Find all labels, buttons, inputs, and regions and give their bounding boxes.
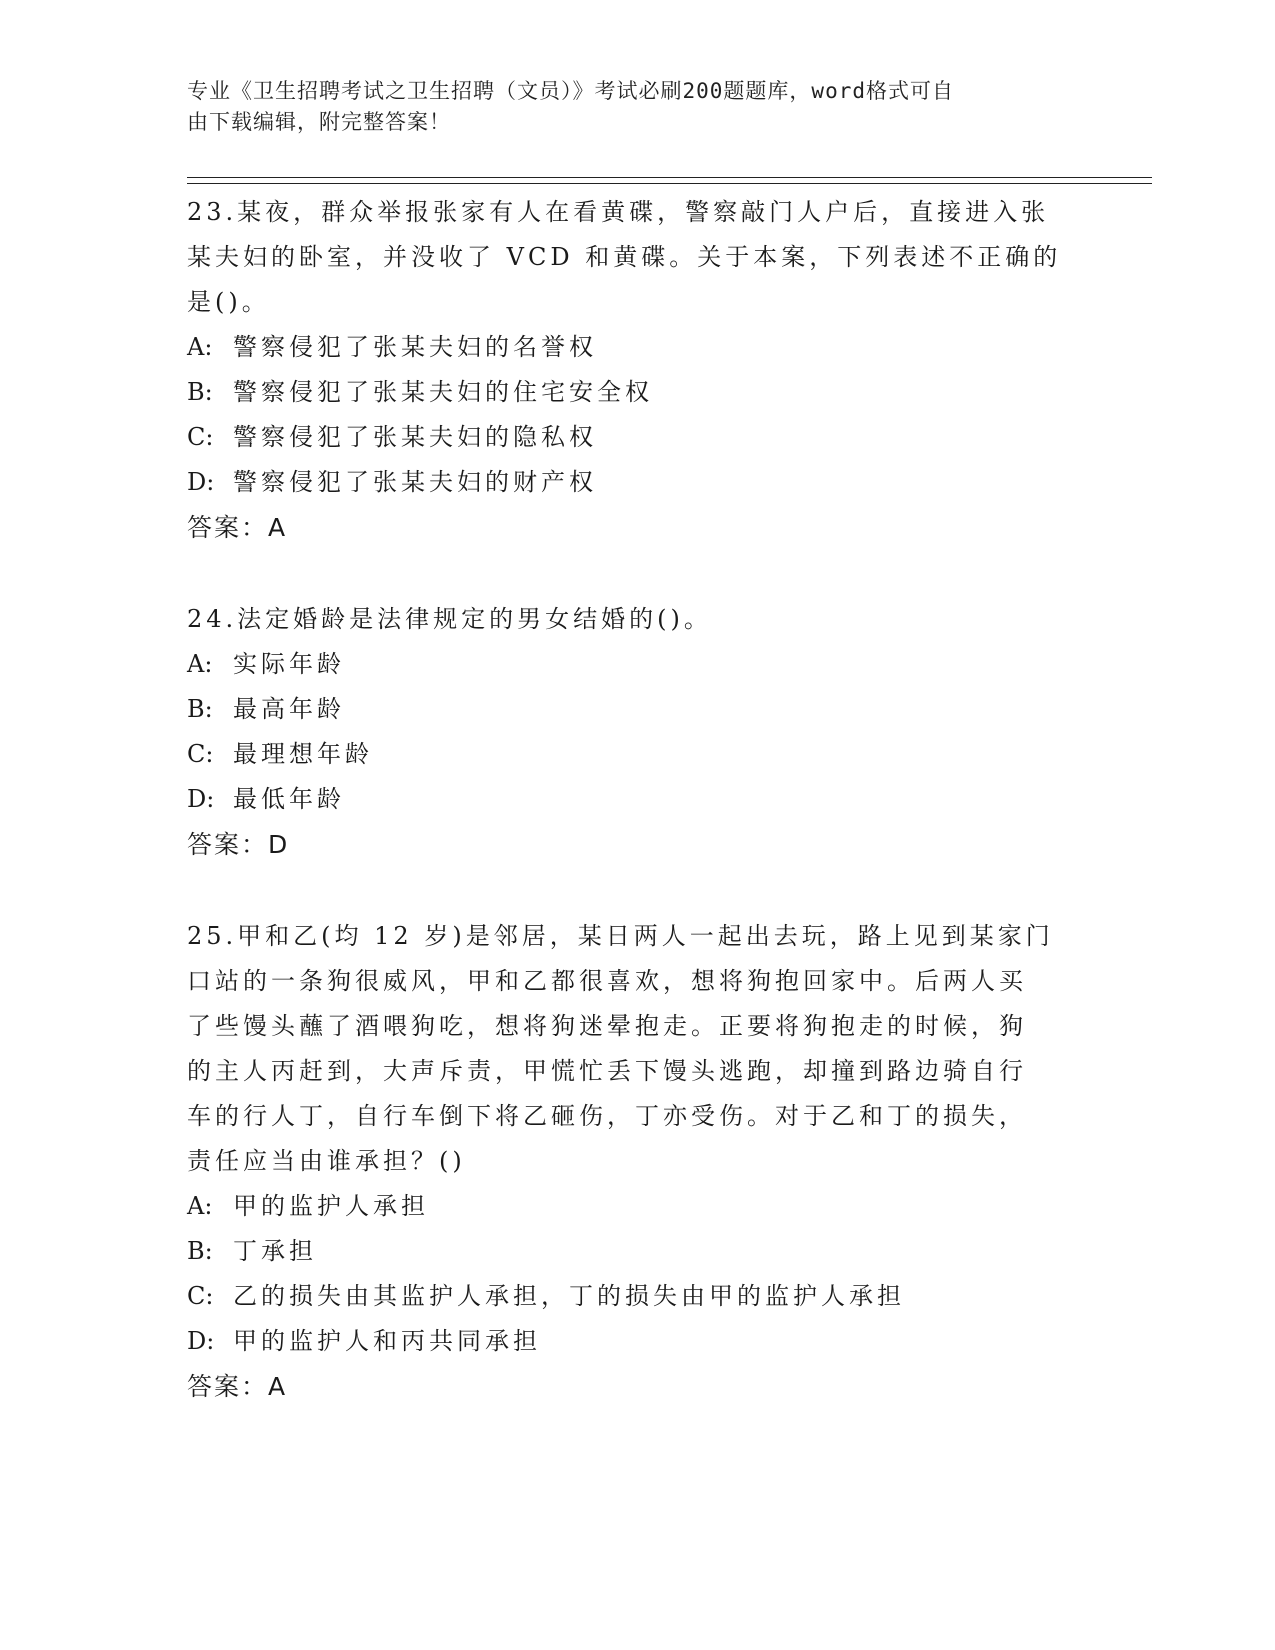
header-divider-bottom <box>187 183 1152 184</box>
option-text: 丁承担 <box>233 1237 317 1265</box>
header-line-2: 由下载编辑，附完整答案！ <box>187 110 451 134</box>
option-d <box>187 777 1087 822</box>
option-letter: A: <box>187 650 213 678</box>
question-stem-line: 24.法定婚龄是法律规定的男女结婚的()。 <box>187 605 712 633</box>
question-stem-line: 是()。 <box>187 288 270 316</box>
question-stem-line: 口站的一条狗很威风，甲和乙都很喜欢，想将狗抱回家中。后两人买 <box>187 967 1027 995</box>
option-c <box>187 732 1087 777</box>
option-letter: B: <box>187 378 213 406</box>
option-text: 警察侵犯了张某夫妇的名誉权 <box>233 333 597 361</box>
option-a <box>187 1184 1087 1229</box>
option-letter: A: <box>187 1192 213 1220</box>
option-b <box>187 370 1087 415</box>
option-letter: B: <box>187 1237 213 1265</box>
option-a <box>187 325 1087 370</box>
option-text: 乙的损失由其监护人承担，丁的损失由甲的监护人承担 <box>233 1282 905 1310</box>
document-header <box>187 76 1067 138</box>
answer-line: 答案：A <box>187 1372 288 1401</box>
option-d <box>187 460 1087 505</box>
option-text: 实际年龄 <box>233 650 345 678</box>
answer-line: 答案：A <box>187 513 288 542</box>
option-letter: C: <box>187 423 214 451</box>
option-b <box>187 687 1087 732</box>
option-c <box>187 1274 1087 1319</box>
question-spacer <box>187 551 1087 597</box>
option-text: 甲的监护人和丙共同承担 <box>233 1327 541 1355</box>
question-spacer <box>187 868 1087 914</box>
option-text: 最低年龄 <box>233 785 345 813</box>
question-stem-line: 25.甲和乙(均 12 岁)是邻居，某日两人一起出去玩，路上见到某家门 <box>187 922 1054 950</box>
question-stem-line: 了些馒头蘸了酒喂狗吃，想将狗迷晕抱走。正要将狗抱走的时候，狗 <box>187 1012 1027 1040</box>
option-letter: A: <box>187 333 213 361</box>
option-letter: D: <box>187 785 215 813</box>
question-stem-line: 某夫妇的卧室，并没收了 VCD 和黄碟。关于本案，下列表述不正确的 <box>187 243 1062 271</box>
option-b <box>187 1229 1087 1274</box>
question-stem-line: 责任应当由谁承担？() <box>187 1147 466 1175</box>
question-23 <box>187 190 1087 551</box>
option-c <box>187 415 1087 460</box>
option-text: 警察侵犯了张某夫妇的财产权 <box>233 468 597 496</box>
option-a <box>187 642 1087 687</box>
option-letter: D: <box>187 1327 215 1355</box>
question-list <box>187 190 1087 1410</box>
option-d <box>187 1319 1087 1364</box>
option-text: 最高年龄 <box>233 695 345 723</box>
option-letter: C: <box>187 1282 214 1310</box>
option-text: 甲的监护人承担 <box>233 1192 429 1220</box>
option-text: 最理想年龄 <box>233 740 373 768</box>
option-text: 警察侵犯了张某夫妇的隐私权 <box>233 423 597 451</box>
option-letter: D: <box>187 468 215 496</box>
question-stem-line: 车的行人丁，自行车倒下将乙砸伤，丁亦受伤。对于乙和丁的损失， <box>187 1102 1027 1130</box>
option-text: 警察侵犯了张某夫妇的住宅安全权 <box>233 378 653 406</box>
question-24 <box>187 597 1087 868</box>
header-divider-top <box>187 177 1152 178</box>
answer-line: 答案：D <box>187 830 290 859</box>
option-letter: C: <box>187 740 214 768</box>
question-stem-line: 23.某夜，群众举报张家有人在看黄碟，警察敲门人户后，直接进入张 <box>187 198 1050 226</box>
question-stem-line: 的主人丙赶到，大声斥责，甲慌忙丢下馒头逃跑，却撞到路边骑自行 <box>187 1057 1027 1085</box>
header-line-1: 专业《卫生招聘考试之卫生招聘（文员）》考试必刷200题题库，word格式可自 <box>187 79 954 103</box>
question-25 <box>187 914 1087 1410</box>
option-letter: B: <box>187 695 213 723</box>
